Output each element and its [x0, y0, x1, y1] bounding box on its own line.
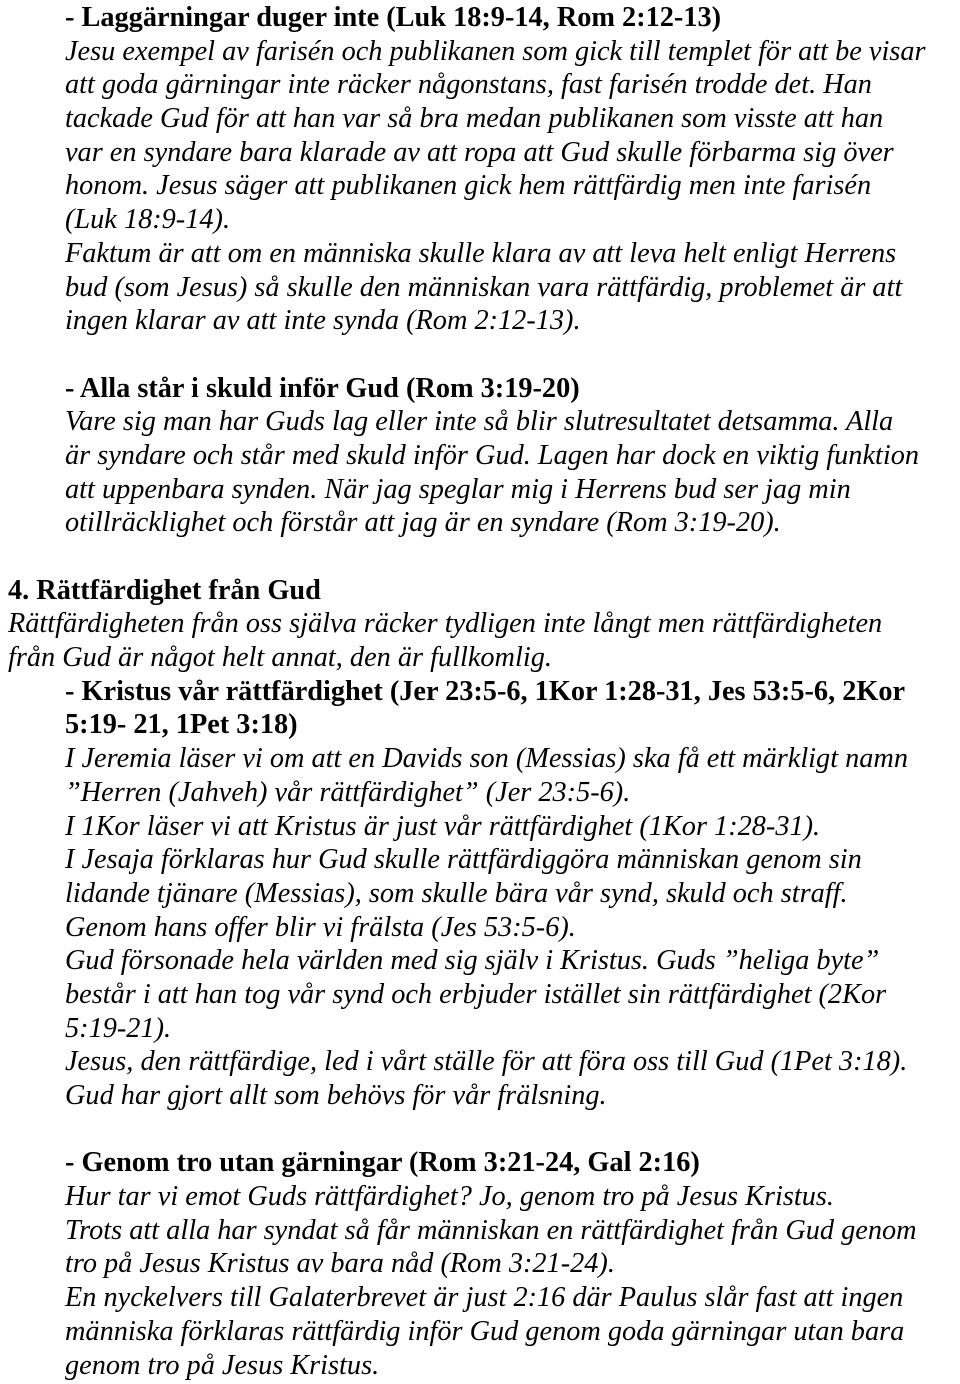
section-heading: - Genom tro utan gärningar (Rom 3:21-24, Gal 2:16) [65, 1147, 700, 1179]
body-line: Trots att alla har syndat så får människan en rättfärdighet från Gud genom [65, 1214, 917, 1246]
body-line: Vare sig man har Guds lag eller inte så blir slutresultatet detsamma. Alla [65, 406, 894, 438]
document-page [0, 1, 960, 1382]
section-kristus-var-rattfardighet [0, 675, 960, 1113]
body-line: ”Herren (Jahveh) vår rättfärdighet” (Jer 23:5-6). [65, 776, 631, 808]
section-laggarningar [0, 1, 960, 338]
body-line: är syndare och står med skuld inför Gud. Lagen har dock en viktig funktion [65, 439, 920, 471]
body-line: lidande tjänare (Messias), som skulle bära vår synd, skuld och straff. [65, 877, 848, 909]
section-heading: - Laggärningar duger inte (Luk 18:9-14, Rom 2:12-13) [65, 2, 722, 33]
body-line: tackade Gud för att han var så bra medan publikanen som visste att han [65, 103, 884, 135]
body-line: Genom hans offer blir vi frälsta (Jes 53:5-6). [65, 911, 576, 943]
section-genom-tro [0, 1146, 960, 1382]
body-line: Gud försonade hela världen med sig själv i Kristus. Guds ”heliga byte” [65, 945, 880, 977]
body-line: I Jeremia läser vi om att en Davids son (Messias) ska få ett märkligt namn [65, 743, 909, 775]
body-line: att uppenbara synden. När jag speglar mig i Herrens bud ser jag min [65, 473, 851, 505]
body-line: Jesu exempel av farisén och publikanen som gick till templet för att be visar [65, 35, 926, 67]
blank-line [0, 540, 960, 574]
body-line: 5:19-21). [65, 1012, 172, 1044]
body-line: tro på Jesus Kristus av bara nåd (Rom 3:21-24). [65, 1248, 615, 1280]
body-line: otillräcklighet och förstår att jag är en syndare (Rom 3:19-20). [65, 507, 781, 539]
body-line: En nyckelvers till Galaterbrevet är just 2:16 där Paulus slår fast att ingen [65, 1282, 904, 1314]
chapter-heading: 4. Rättfärdighet från Gud [8, 574, 321, 606]
body-line: från Gud är något helt annat, den är fullkomlig. [8, 642, 552, 674]
body-line: Rättfärdigheten från oss själva räcker tydligen inte långt men rättfärdigheten [8, 608, 883, 640]
chapter-rattfardighet-fran-gud [0, 574, 960, 675]
body-line: genom tro på Jesus Kristus. [65, 1349, 380, 1381]
section-alla-star-i-skuld [0, 372, 960, 540]
blank-line [0, 338, 960, 372]
body-line: I 1Kor läser vi att Kristus är just vår rättfärdighet (1Kor 1:28-31). [65, 810, 821, 842]
body-line: I Jesaja förklaras hur Gud skulle rättfärdiggöra människan genom sin [65, 844, 862, 876]
section-heading-continued: 5:19- 21, 1Pet 3:18) [65, 709, 298, 741]
body-line: Jesus, den rättfärdige, led i vårt ställe för att föra oss till Gud (1Pet 3:18). [65, 1046, 908, 1078]
body-line: (Luk 18:9-14). [65, 204, 231, 236]
blank-line [0, 1113, 960, 1147]
section-heading: - Alla står i skuld inför Gud (Rom 3:19-20) [65, 372, 580, 404]
body-line: Gud har gjort allt som behövs för vår frälsning. [65, 1080, 607, 1111]
body-line: bud (som Jesus) så skulle den människan vara rättfärdig, problemet är att [65, 271, 903, 303]
section-heading: - Kristus vår rättfärdighet (Jer 23:5-6, 1Kor 1:28-31, Jes 53:5-6, 2Kor [65, 675, 906, 707]
body-line: Hur tar vi emot Guds rättfärdighet? Jo, genom tro på Jesus Kristus. [65, 1181, 834, 1213]
body-line: var en syndare bara klarade av att ropa att Gud skulle förbarma sig över [65, 136, 894, 168]
body-line: människa förklaras rättfärdig inför Gud genom goda gärningar utan bara [65, 1315, 905, 1347]
body-line: honom. Jesus säger att publikanen gick hem rättfärdig men inte farisén [65, 170, 872, 202]
body-line: Faktum är att om en människa skulle klara av att leva helt enligt Herrens [65, 237, 897, 269]
body-line: att goda gärningar inte räcker någonstans, fast farisén trodde det. Han [65, 69, 872, 101]
body-line: ingen klarar av att inte synda (Rom 2:12-13). [65, 305, 581, 337]
body-line: består i att han tog vår synd och erbjuder istället sin rättfärdighet (2Kor [65, 978, 887, 1010]
